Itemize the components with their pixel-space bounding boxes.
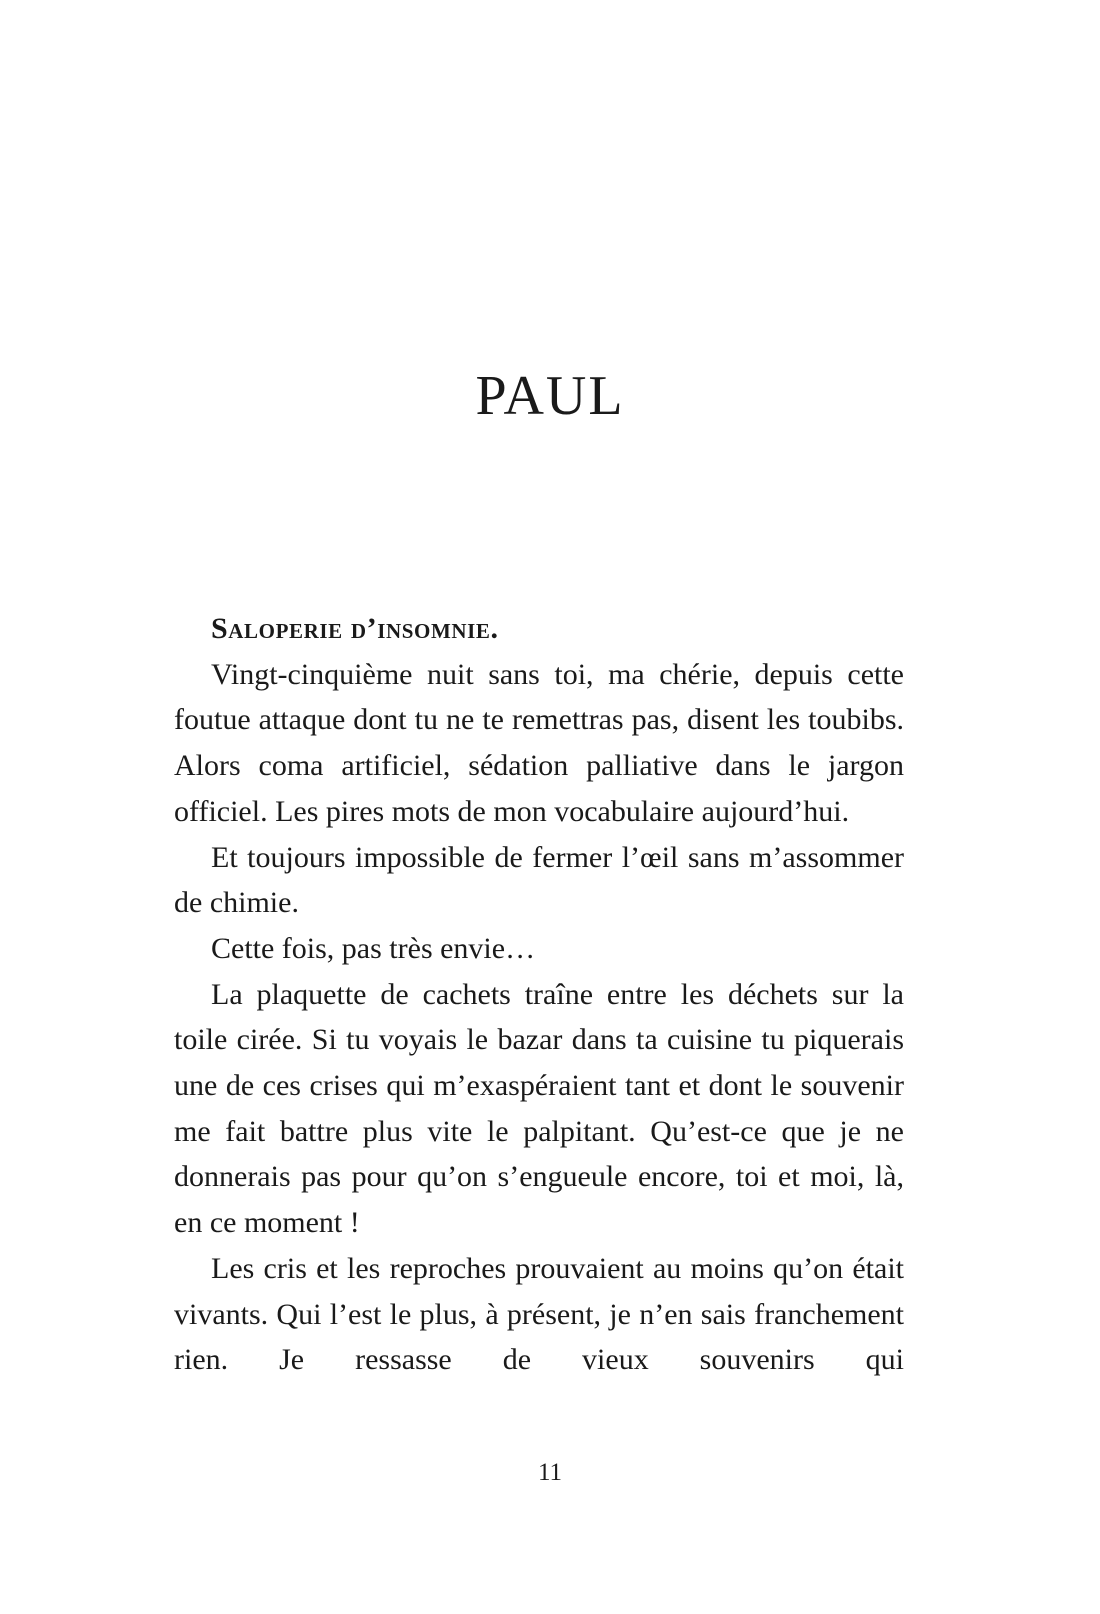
body-text xyxy=(174,606,904,1383)
paragraph: Et toujours impossible de fermer l’œil sans m’assommer de chimie. xyxy=(174,840,904,920)
paragraph: Cette fois, pas très envie… xyxy=(211,931,536,965)
paragraph: Les cris et les reproches prouvaient au moins qu’on était vivants. Qui l’est le plus, à présent, je n’en sais franchement rien. Je ressasse de vieux souvenirs qui xyxy=(174,1251,904,1377)
paragraph: La plaquette de cachets traîne entre les déchets sur la toile cirée. Si tu voyais le bazar dans ta cuisine tu piquerais une de ces crises qui m’exaspéraient tant et dont le souvenir me fait battre plus vite le palpitant. Qu’est-ce que je ne donnerais pas pour qu’on s’engueule encore, toi et moi, là, en ce moment ! xyxy=(174,977,904,1240)
chapter-title: PAUL xyxy=(475,365,625,427)
page-number: 11 xyxy=(537,1459,563,1486)
paragraph: Vingt-cinquième nuit sans toi, ma chérie, depuis cette foutue attaque dont tu ne te remettras pas, disent les toubibs. Alors coma artificiel, sédation palliative dans le jargon officiel. Les pires mots de mon vocabulaire aujourd’hui. xyxy=(174,657,904,828)
opening-line: Saloperie d’insomnie. xyxy=(211,612,499,645)
